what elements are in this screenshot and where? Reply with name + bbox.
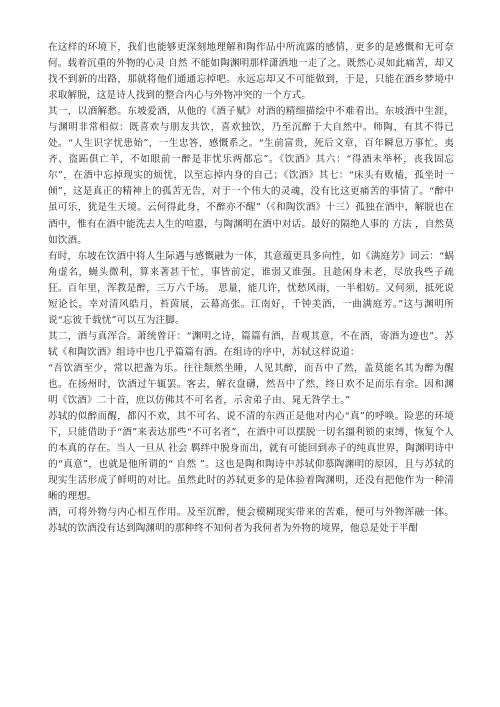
paragraph-wine-and-truth: 其二，酒与真浑合。萧统曾讦：“渊明之诗，篇篇有酒，吾观其意，不在酒，寄酒为迹也”。苏轼《和陶饮酒》组诗中也几乎篇篇有酒。在组诗的序中，苏轼这样说道： <box>48 330 454 358</box>
paragraph-preface-quote: “吾饮酒至少，常以把盏为乐。往往颓然坐睡，人见其醉，而吾中了然，盖莫能名其为醉为醒也。在扬州时，饮酒过午辄罢。客去，解衣盘礴，然吾中了然，终日欢不足而乐有余。因和渊明《饮酒》二十首，庶以仿佛其不可名者，示舍弟子由、晁无咎学士。” <box>48 362 454 407</box>
paragraph-intro: 在这样的环境下，我们也能够更深刻地理解和陶作品中所流露的感情，更多的是感慨和无可奈何。载着沉重的外物的心灵 自然 不能如陶渊明那样潇洒地一走了之。既然心灵如此痛苦，却又找不到新的出路，那就将他们通通忘掉吧。永远忘却又不可能做到，于是，只能在酒乡梦境中求取解脱，这是诗人找到的整合内心与外物冲突的一个方式。 <box>48 42 454 102</box>
paragraph-seeking-truth: 苏轼的似醉而醒，都闪不欢，其不可名、说不清的东西正是他对内心“真”的呼唤。险恶的环境下，只能借助于“酒”来表达那些“不可名者”，在酒中可以摆脱一切名缰利锁的束缚，恢复个人的本真的存在。当人一旦从 社会 羁绊中脱身而出，就有可能回到赤子的纯真世界，陶渊明诗中的“真意”，也就是他所谓的“ 自然 ”。这也是陶和陶诗中苏轼仰慕陶渊明的原因，且与苏轼的现实生活形成了鲜明的对比。虽然此时的苏轼更多的是体验着陶渊明，还没有把他作为一种清晰的理想。 <box>48 411 454 503</box>
paragraph-man-ting-fang: 有时，东坡在饮酒中将人生际遇与感慨融为一体，其意蕴更具多向性，如《满庭芳》词云：“蜗角虚名，蝇头微利，算来著甚干忙，事皆前定，谁弱又谁强。且趁闲身未老，尽放我些子疏狂。百年里，浑教是醉，三万六千场。 思量，能几许，忧愁风雨，一半相妨。又何须，抵死说短论长。幸对清风皓月，苔茵展，云幕高张。江南好，千钟美酒，一曲满庭芳。”这与渊明所说“忘彼千载忧”可以互为注脚。 <box>48 250 454 326</box>
paragraph-drinking-to-relieve-sorrow: 其一，以酒解愁。东坡爱酒，从他的《酒子赋》对酒的精细描绘中不难看出。东坡酒中生涯，与渊明非常相似：既喜欢与朋友共饮，喜欢独饮，乃至沉醉于大自然中。师陶，有其不得已处。“人生识字忧患始”，一生忠答，感慨系之。“生前富贵，死后文章，百年瞬息万事忙。夷齐、盗跖俱亡羊，不如眼前一醉是非忧乐两都忘”。《饮酒》其六：“得酒未举杯，丧我固忘尔”，在酒中忘掉现实的烦忧，以至忘掉内身的自己；《饮酒》其七：“床头有败榼，孤坐时一倾”，这是真正的精神上的孤苦无告，对于一个伟大的灵魂，没有比这更痛苦的事情了。“醉中虽可乐，犹是生天境。云何得此身，不醉亦不醒”（《和陶饮酒》十三）孤独在酒中，解脱也在酒中，惟有在酒中能洗去人生的喧嚣，与陶渊明在酒中对话。最好的隔绝人事的 方法 ，自然莫如饮酒。 <box>48 106 454 246</box>
paragraph-wine-and-inner-self: 酒，可将外物与内心相互作用。及至沉醉，便会模糊现实带来的苦难，便可与外物浑融一体。苏轼的饮酒没有达到陶渊明的那种终不知何者为我何者为外物的境界，他总是处于半酣 <box>48 507 454 535</box>
document-page <box>48 40 454 690</box>
